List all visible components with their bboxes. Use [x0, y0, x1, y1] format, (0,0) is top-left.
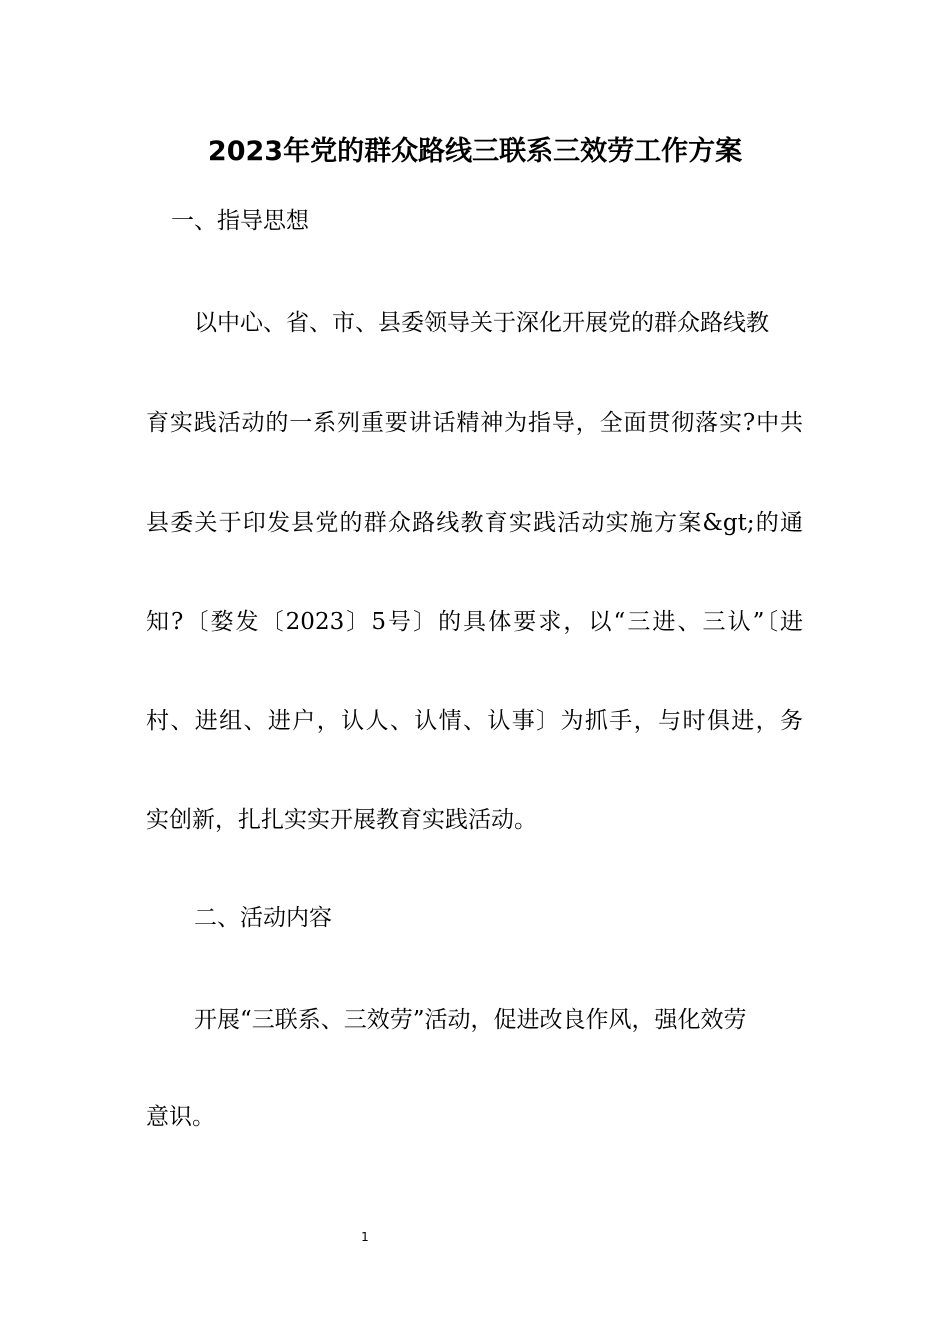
paragraph-line: 实创新，扎扎实实开展教育实践活动。	[146, 807, 537, 833]
document-title: 2023年党的群众路线三联系三效劳工作方案	[207, 136, 743, 167]
paragraph-line: 意识。	[146, 1104, 215, 1130]
paragraph-line: 知?〔婺发〔2023〕5号〕的具体要求，以“三进、三认”〔进	[146, 609, 803, 635]
paragraph-line: 开展“三联系、三效劳”活动，促进改良作风，强化效劳	[194, 1007, 747, 1033]
paragraph-line: 县委关于印发县党的群众路线教育实践活动实施方案&gt;的通	[146, 510, 803, 536]
paragraph-line: 村、进组、进户，认人、认情、认事〕为抓手，与时俱进，务	[146, 708, 803, 734]
section-heading-guiding-thought: 一、指导思想	[171, 208, 309, 234]
paragraph-line: 以中心、省、市、县委领导关于深化开展党的群众路线教	[194, 310, 769, 336]
section-heading-activity-content: 二、活动内容	[194, 905, 332, 931]
page-number: 1	[361, 1230, 369, 1244]
paragraph-line: 育实践活动的一系列重要讲话精神为指导，全面贯彻落实?中共	[146, 410, 803, 436]
